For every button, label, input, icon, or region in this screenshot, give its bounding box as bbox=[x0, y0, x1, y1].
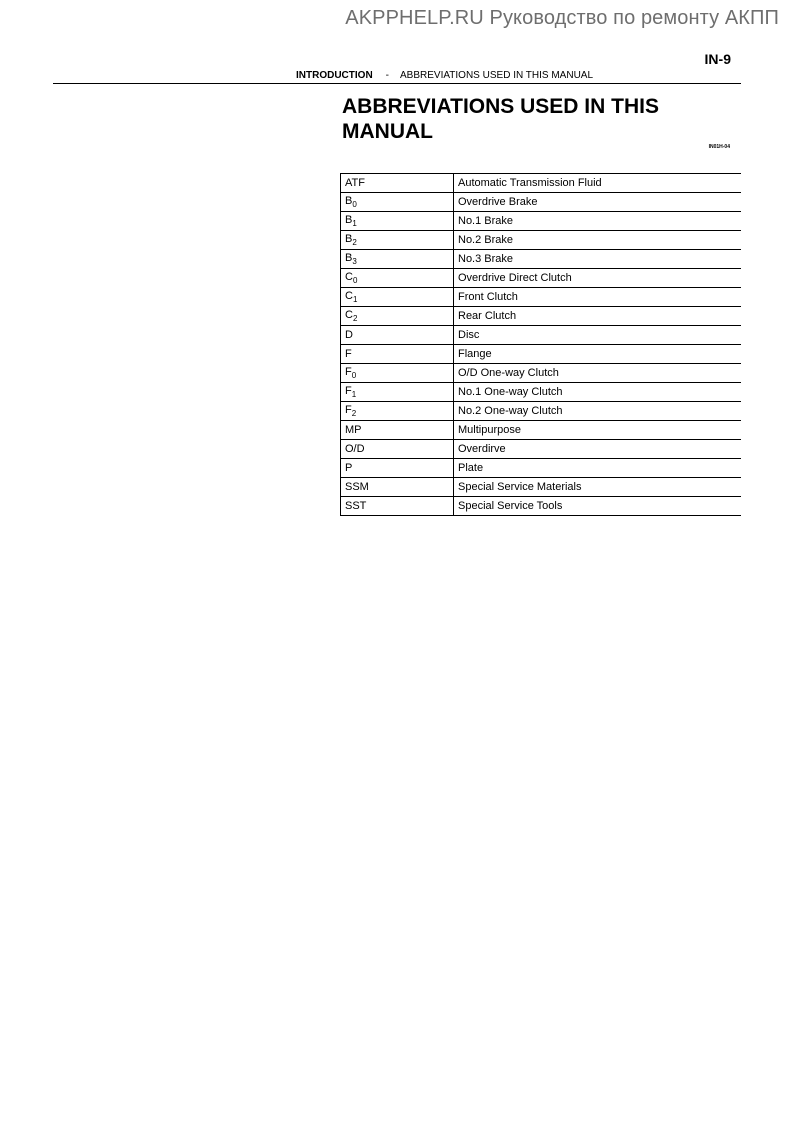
table-row bbox=[341, 402, 742, 421]
abbreviation-subscript: 1 bbox=[352, 295, 358, 305]
meaning-cell: Overdrive Direct Clutch bbox=[454, 269, 742, 288]
meaning-cell: O/D One-way Clutch bbox=[454, 364, 742, 383]
abbreviation-subscript: 2 bbox=[351, 409, 357, 419]
abbreviation-text: C bbox=[345, 308, 353, 321]
table-row bbox=[341, 364, 742, 383]
abbreviation-cell bbox=[341, 250, 454, 269]
table-row bbox=[341, 459, 742, 478]
abbreviation-text: C bbox=[345, 289, 353, 302]
table-row bbox=[341, 231, 742, 250]
abbreviation-text: ATF bbox=[345, 177, 365, 189]
abbreviation-text: P bbox=[345, 462, 353, 474]
meaning-cell: No.1 Brake bbox=[454, 212, 742, 231]
meaning-cell: Automatic Transmission Fluid bbox=[454, 174, 742, 193]
meaning-cell: Rear Clutch bbox=[454, 307, 742, 326]
running-header-section: INTRODUCTION bbox=[296, 70, 373, 81]
abbreviation-text: B bbox=[345, 232, 353, 245]
meaning-cell: No.1 One-way Clutch bbox=[454, 383, 742, 402]
meaning-cell: No.3 Brake bbox=[454, 250, 742, 269]
abbreviation-subscript: 1 bbox=[352, 219, 357, 229]
abbreviations-table-body bbox=[341, 174, 742, 516]
abbreviation-cell bbox=[341, 212, 454, 231]
meaning-cell: Disc bbox=[454, 326, 742, 345]
abbreviation-text: F bbox=[345, 384, 352, 397]
abbreviation-text: D bbox=[345, 329, 353, 341]
abbreviation-cell bbox=[341, 421, 454, 440]
table-row bbox=[341, 440, 742, 459]
abbreviation-cell bbox=[341, 326, 454, 345]
table-row bbox=[341, 269, 742, 288]
table-row bbox=[341, 250, 742, 269]
abbreviation-subscript: 0 bbox=[351, 371, 357, 381]
meaning-cell: Flange bbox=[454, 345, 742, 364]
page-number: IN-9 bbox=[704, 51, 731, 67]
abbreviation-text: C bbox=[345, 270, 353, 283]
abbreviation-subscript: 1 bbox=[351, 390, 357, 400]
abbreviation-cell bbox=[341, 288, 454, 307]
abbreviation-text: MP bbox=[345, 424, 362, 436]
abbreviation-cell bbox=[341, 364, 454, 383]
abbreviation-cell bbox=[341, 402, 454, 421]
abbreviation-subscript: 0 bbox=[352, 200, 357, 210]
meaning-cell: Special Service Tools bbox=[454, 497, 742, 516]
abbreviation-cell bbox=[341, 269, 454, 288]
table-row bbox=[341, 307, 742, 326]
running-header-separator: - bbox=[385, 70, 390, 81]
abbreviation-subscript: 2 bbox=[352, 238, 357, 248]
meaning-cell: Overdirve bbox=[454, 440, 742, 459]
table-row bbox=[341, 193, 742, 212]
abbreviation-text: O/D bbox=[345, 443, 365, 455]
abbreviation-cell bbox=[341, 345, 454, 364]
meaning-cell: Plate bbox=[454, 459, 742, 478]
table-row bbox=[341, 288, 742, 307]
meaning-cell: Overdrive Brake bbox=[454, 193, 742, 212]
meaning-cell: Multipurpose bbox=[454, 421, 742, 440]
abbreviation-cell bbox=[341, 174, 454, 193]
abbreviation-cell bbox=[341, 440, 454, 459]
abbreviation-cell bbox=[341, 231, 454, 250]
abbreviation-text: B bbox=[345, 194, 353, 207]
meaning-cell: Special Service Materials bbox=[454, 478, 742, 497]
table-row bbox=[341, 326, 742, 345]
site-watermark: AKPPHELP.RU Руководство по ремонту АКПП bbox=[345, 7, 779, 29]
reference-code: IN01H-04 bbox=[708, 144, 730, 150]
abbreviation-subscript: 0 bbox=[352, 276, 358, 286]
abbreviation-cell bbox=[341, 478, 454, 497]
running-header-topic: ABBREVIATIONS USED IN THIS MANUAL bbox=[400, 70, 594, 81]
abbreviation-cell bbox=[341, 307, 454, 326]
abbreviation-text: SST bbox=[345, 500, 367, 512]
abbreviation-text: B bbox=[345, 213, 353, 226]
abbreviation-text: SSM bbox=[345, 481, 369, 493]
table-row bbox=[341, 478, 742, 497]
header-divider bbox=[53, 83, 741, 84]
abbreviation-text: B bbox=[345, 251, 353, 264]
table-row bbox=[341, 383, 742, 402]
page-title: ABBREVIATIONS USED IN THIS MANUAL bbox=[342, 95, 659, 143]
meaning-cell: No.2 One-way Clutch bbox=[454, 402, 742, 421]
abbreviation-cell bbox=[341, 497, 454, 516]
abbreviations-table bbox=[340, 173, 741, 516]
table-row bbox=[341, 421, 742, 440]
abbreviation-subscript: 2 bbox=[352, 314, 358, 324]
table-row bbox=[341, 345, 742, 364]
abbreviation-cell bbox=[341, 193, 454, 212]
table-row bbox=[341, 212, 742, 231]
meaning-cell: No.2 Brake bbox=[454, 231, 742, 250]
abbreviation-text: F bbox=[345, 403, 352, 416]
abbreviation-cell bbox=[341, 459, 454, 478]
running-header bbox=[296, 70, 593, 81]
meaning-cell: Front Clutch bbox=[454, 288, 742, 307]
table-row bbox=[341, 174, 742, 193]
abbreviation-text: F bbox=[345, 365, 352, 378]
abbreviation-subscript: 3 bbox=[352, 257, 357, 267]
table-row bbox=[341, 497, 742, 516]
abbreviation-cell bbox=[341, 383, 454, 402]
abbreviation-text: F bbox=[345, 348, 352, 360]
